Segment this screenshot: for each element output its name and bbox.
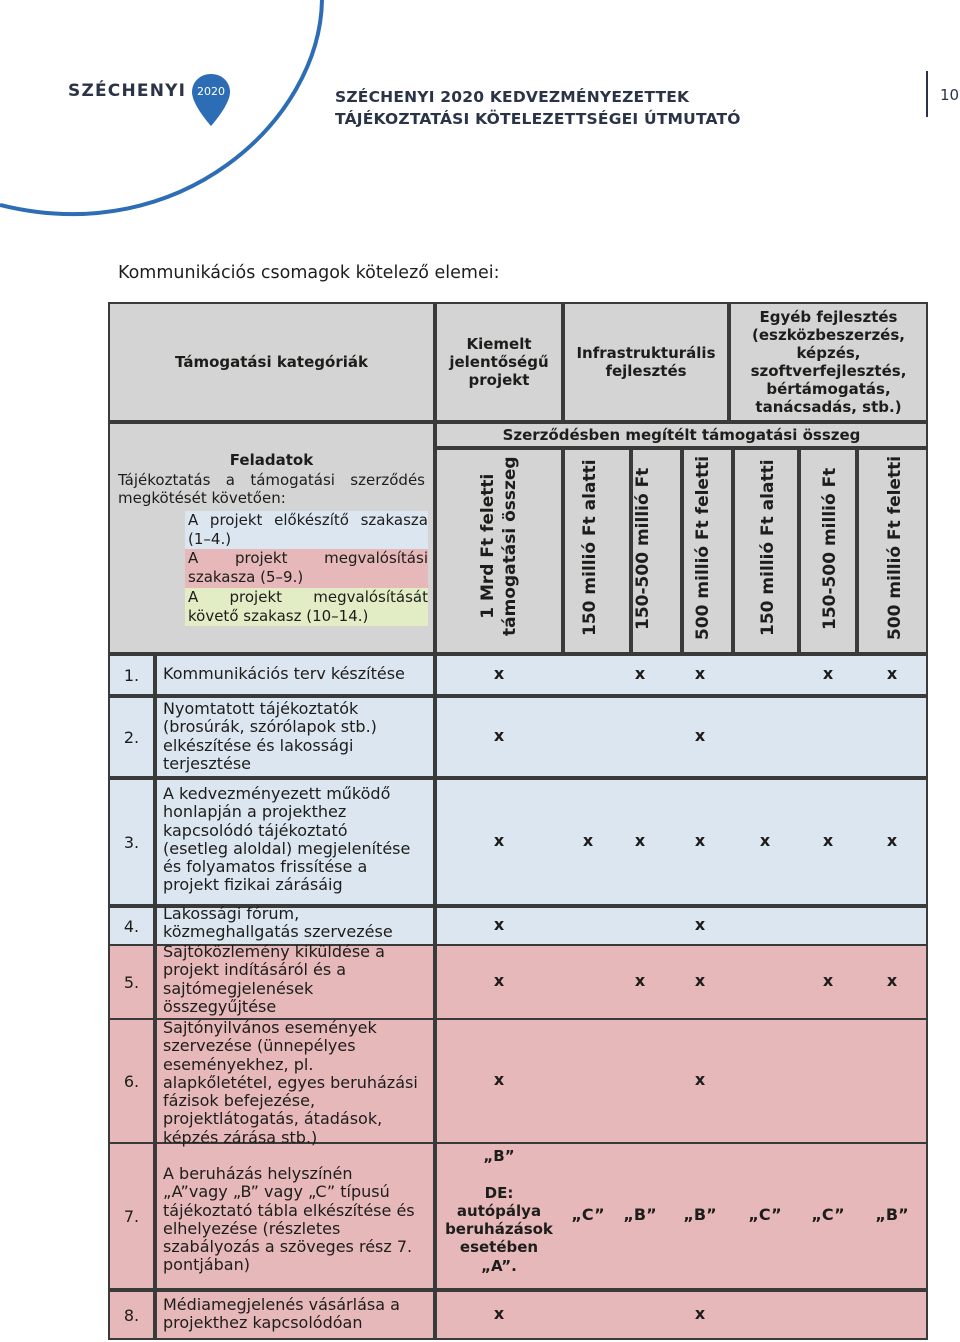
row-3-mark-col-4: x — [694, 831, 706, 850]
row-2-mark-col-4: x — [694, 726, 706, 745]
row-5-mark-col-7: x — [886, 971, 898, 990]
header-line-1: SZÉCHENYI 2020 KEDVEZMÉNYEZETTEK — [335, 88, 690, 106]
row-1-marks-bg — [437, 656, 926, 694]
intro-text: Kommunikációs csomagok kötelező elemei: — [118, 263, 500, 283]
col-infra-over500-header — [692, 456, 714, 640]
row-1-mark-col-4: x — [694, 664, 706, 683]
col-kiemelt-header — [477, 456, 521, 636]
row-3-mark-col-7: x — [886, 831, 898, 850]
row-6-description-line: Sajtónyilvános események — [163, 1018, 377, 1037]
row-7-description-line: elhelyezése (részletes — [163, 1218, 341, 1238]
row-4-mark-col-4: x — [694, 915, 706, 934]
row-3-mark-col-6: x — [822, 831, 834, 850]
row-6-description-line: fázisok befejezése, — [163, 1091, 316, 1111]
header-line-2: TÁJÉKOZTATÁSI KÖTELEZETTSÉGEI ÚTMUTATÓ — [335, 110, 741, 128]
row-8-description — [163, 1296, 400, 1333]
row-4-description — [163, 905, 393, 942]
row-4-mark-col-1: x — [493, 915, 505, 934]
row-7-description-line: „A”vagy „B” vagy „C” típusú — [163, 1182, 390, 1202]
row-2-description — [163, 700, 377, 773]
row-6-description-line: projektlátogatás, átadások, — [163, 1109, 383, 1129]
col-egyeb-under150-header — [757, 459, 779, 636]
row-5-description — [163, 943, 385, 1016]
tasks-title: Feladatok — [229, 451, 314, 469]
page-number: 10 — [940, 86, 960, 104]
row-5-description-line: sajtómegjelenések — [163, 978, 314, 998]
col-infra-under150-header-line-1: 150 millió Ft alatti — [580, 459, 600, 636]
row-3-mark-col-2: x — [582, 831, 594, 850]
row-3-description-line: (esetleg aloldal) megjelenítése — [163, 838, 411, 858]
col-egyeb-over500-header-line-1: 500 millió Ft feletti — [885, 455, 905, 640]
row-5-description-line: projekt indításáról és a — [163, 960, 347, 980]
row-4-marks-bg — [437, 908, 926, 944]
amount-header: Szerződésben megítélt támogatási összeg — [437, 424, 926, 446]
row-7-description-line: A beruházás helyszínén — [163, 1164, 353, 1183]
infra-header: Infrastrukturális fejlesztés — [565, 304, 727, 420]
row-7-mark-col-2: „C” — [571, 1205, 605, 1224]
row-7-mark-col-3: „B” — [623, 1205, 657, 1224]
row-6-mark-col-4: x — [694, 1070, 706, 1089]
row-8-description-line: projekthez kapcsolódóan — [163, 1313, 363, 1333]
col-infra-150-500-header — [632, 468, 654, 630]
row-3-description-line: A kedvezményezett működő — [163, 784, 391, 803]
row-7-mark-col-7: „B” — [875, 1205, 909, 1224]
row-8-description-line: Médiamegjelenés vásárlása a — [163, 1295, 400, 1314]
row-7-description-line: pontjában) — [163, 1255, 250, 1275]
row-7-mark-col-6: „C” — [811, 1205, 845, 1224]
row-6-marks-bg — [437, 1020, 926, 1142]
row-7-description-line: tájékoztató tábla elkészítése és — [163, 1200, 415, 1220]
row-5-mark-col-6: x — [822, 971, 834, 990]
logo-text: SZÉCHENYI — [68, 81, 187, 101]
row-7-description-line: szabályozás a szöveges rész 7. — [163, 1237, 413, 1257]
row-1-number: 1. — [123, 665, 140, 685]
row-8-marks-bg — [437, 1292, 926, 1338]
row-1-mark-col-1: x — [493, 664, 505, 683]
row-2-mark-col-1: x — [493, 726, 505, 745]
col-infra-150-500-header-line-1: 150-500 millió Ft — [633, 467, 653, 630]
row-2-description-line: Nyomtatott tájékoztatók — [163, 699, 359, 718]
egyeb-header: Egyéb fejlesztés (eszközbeszerzés, képzés, szoftverfejlesztés, bértámogatás, tanácsadás, stb.) — [731, 304, 926, 420]
row-7-kiemelt-cell — [437, 1147, 561, 1275]
phase-preparation: A projekt előkészítő szakasza (1–4.) — [185, 511, 428, 549]
row-6-number: 6. — [123, 1071, 140, 1091]
row-1-description-line: Kommunikációs terv készítése — [163, 664, 405, 683]
row-5-mark-col-4: x — [694, 971, 706, 990]
row-8-mark-col-1: x — [493, 1304, 505, 1323]
row-1-mark-col-6: x — [822, 664, 834, 683]
row-3-number: 3. — [123, 832, 140, 852]
row-7-kiemelt-line: „B” — [483, 1147, 515, 1165]
col-kiemelt-header-line-2: támogatási összeg — [500, 456, 520, 636]
col-kiemelt-header-line-1: 1 Mrd Ft feletti — [478, 473, 498, 619]
row-5-description-line: összegyűjtése — [163, 996, 277, 1016]
row-2-marks-bg — [437, 698, 926, 776]
col-infra-under150-header — [579, 459, 601, 636]
row-7-mark-col-4: „B” — [683, 1205, 717, 1224]
row-3-description-line: projekt fizikai zárásáig — [163, 875, 343, 895]
row-7-number: 7. — [123, 1206, 140, 1226]
row-7-kiemelt-line: „A”. — [481, 1256, 517, 1275]
row-6-description-line: alapkőletétel, egyes beruházási — [163, 1072, 418, 1092]
row-8-mark-col-4: x — [694, 1304, 706, 1323]
row-7-kiemelt-line: beruházások — [445, 1220, 553, 1239]
row-7-mark-col-5: „C” — [748, 1205, 782, 1224]
row-5-marks-bg — [437, 946, 926, 1018]
row-2-number: 2. — [123, 727, 140, 747]
row-6-description — [163, 1019, 418, 1147]
phase-implementation: A projekt megvalósítási szakasza (5–9.) — [185, 549, 428, 588]
row-2-description-line: (brosúrák, szórólapok stb.) — [163, 717, 377, 737]
col-egyeb-under150-header-line-1: 150 millió Ft alatti — [758, 459, 778, 636]
row-6-description-line: szervezése (ünnepélyes — [163, 1036, 356, 1056]
row-5-description-line: Sajtóközlemény kiküldése a — [163, 942, 385, 961]
row-6-description-line: eseményekhez, pl. — [163, 1054, 314, 1074]
row-7-kiemelt-line: autópálya — [456, 1201, 542, 1220]
row-8-number: 8. — [123, 1305, 140, 1325]
row-7-description — [163, 1165, 415, 1275]
col-egyeb-150-500-header — [819, 468, 841, 630]
tasks-description: Tájékoztatás a támogatási szerződés megkötését követően: — [118, 471, 425, 507]
row-5-mark-col-1: x — [493, 971, 505, 990]
categories-header: Támogatási kategóriák — [110, 304, 433, 420]
row-3-marks-bg — [437, 780, 926, 904]
row-1-description — [163, 665, 405, 683]
phase-post: A projekt megvalósítását követő szakasz (10–14.) — [185, 588, 428, 626]
row-2-description-line: elkészítése és lakossági — [163, 735, 354, 755]
row-4-description-line: Lakossági fórum, — [163, 904, 300, 923]
col-egyeb-150-500-header-line-1: 150-500 millió Ft — [820, 467, 840, 630]
row-1-mark-col-3: x — [634, 664, 646, 683]
row-2-description-line: terjesztése — [163, 753, 252, 773]
row-7-kiemelt-line: DE: — [484, 1183, 514, 1202]
row-5-number: 5. — [123, 972, 140, 992]
row-6-description-line: képzés zárása stb.) — [163, 1127, 318, 1147]
row-3-description-line: és folyamatos frissítése a — [163, 857, 368, 877]
logo-year: 2020 — [197, 85, 226, 98]
row-3-mark-col-5: x — [759, 831, 771, 850]
row-7-kiemelt-line: esetében — [459, 1238, 539, 1257]
row-3-description-line: honlapján a projekthez — [163, 802, 347, 822]
row-3-mark-col-1: x — [493, 831, 505, 850]
row-4-number: 4. — [123, 916, 140, 936]
row-6-mark-col-1: x — [493, 1070, 505, 1089]
row-7-kiemelt-line — [437, 1165, 561, 1183]
row-4-description-line: közmeghallgatás szervezése — [163, 922, 393, 942]
row-3-description-line: kapcsolódó tájékoztató — [163, 820, 348, 840]
col-egyeb-over500-header — [884, 456, 906, 640]
row-3-description — [163, 785, 410, 895]
kiemelt-header: Kiemelt jelentőségű projekt — [437, 304, 561, 420]
row-1-mark-col-7: x — [886, 664, 898, 683]
col-infra-over500-header-line-1: 500 millió Ft feletti — [693, 455, 713, 640]
row-3-mark-col-3: x — [634, 831, 646, 850]
row-5-mark-col-3: x — [634, 971, 646, 990]
